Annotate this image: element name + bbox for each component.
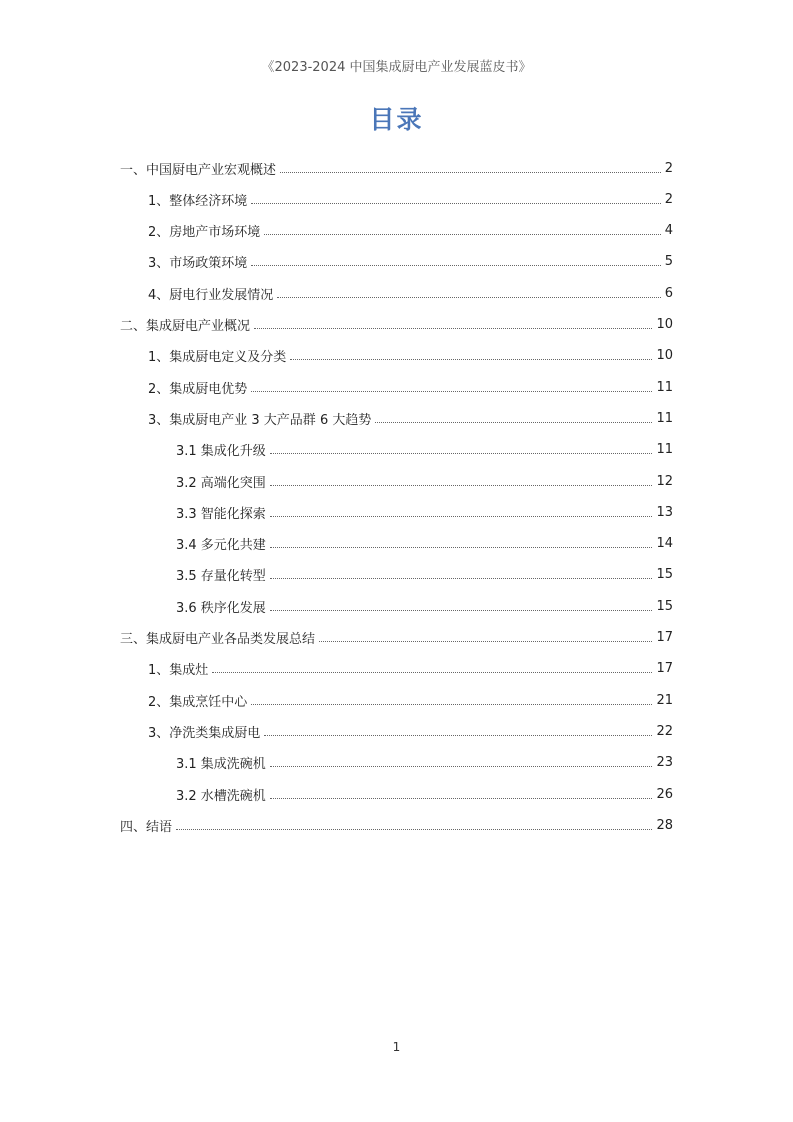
toc-entry-page: 14 <box>656 536 673 552</box>
toc-entry-label: 2、集成厨电优势 <box>148 381 248 397</box>
toc-entry-page: 5 <box>664 254 673 270</box>
toc-entry-page: 21 <box>656 692 673 708</box>
toc-entry[interactable] <box>148 406 673 430</box>
toc-leader-dots <box>251 203 660 204</box>
toc-leader-dots <box>270 766 653 767</box>
toc-entry-page: 4 <box>664 223 673 239</box>
toc-entry-label: 3.2 高端化突围 <box>176 475 266 491</box>
toc-entry-page: 11 <box>656 410 673 426</box>
toc-leader-dots <box>270 547 653 548</box>
toc-entry-page: 11 <box>656 379 673 395</box>
toc-entry[interactable] <box>120 813 673 837</box>
toc-entry-label: 3.2 水槽洗碗机 <box>176 788 266 804</box>
toc-leader-dots <box>251 265 660 266</box>
toc-entry[interactable] <box>148 187 673 211</box>
toc-entry-label: 3.6 秩序化发展 <box>176 600 266 616</box>
toc-entry-label: 三、集成厨电产业各品类发展总结 <box>120 632 316 647</box>
toc-leader-dots <box>254 328 652 329</box>
toc-leader-dots <box>264 735 652 736</box>
toc-entry-page: 2 <box>664 191 673 207</box>
toc-entry-label: 3.3 智能化探索 <box>176 506 266 522</box>
toc-entry-page: 15 <box>656 598 673 614</box>
toc-entry-label: 1、集成厨电定义及分类 <box>148 350 287 366</box>
toc-entry-page: 17 <box>656 630 673 645</box>
toc-leader-dots <box>280 172 661 173</box>
toc-entry-page: 26 <box>656 786 673 802</box>
toc-leader-dots <box>277 297 660 298</box>
toc-entry-label: 4、厨电行业发展情况 <box>148 287 274 303</box>
toc-entry-page: 11 <box>656 442 673 458</box>
toc-entry[interactable] <box>148 250 673 274</box>
toc-entry-page: 13 <box>656 504 673 520</box>
toc-leader-dots <box>251 391 652 392</box>
toc-entry[interactable] <box>148 375 673 399</box>
toc-entry[interactable] <box>176 751 673 775</box>
toc-leader-dots <box>375 422 652 423</box>
toc-entry[interactable] <box>148 657 673 681</box>
toc-entry-label: 3.5 存量化转型 <box>176 569 266 585</box>
toc-entry[interactable] <box>148 344 673 368</box>
page-number: 1 <box>392 1040 401 1054</box>
toc-leader-dots <box>270 485 653 486</box>
toc-entry[interactable] <box>120 626 673 650</box>
toc-entry[interactable] <box>148 719 673 743</box>
toc-leader-dots <box>270 610 653 611</box>
document-header: 《2023-2024 中国集成厨电产业发展蓝皮书》 <box>261 60 532 75</box>
toc-entry[interactable] <box>176 594 673 618</box>
toc-entry[interactable] <box>148 688 673 712</box>
toc-entry-page: 15 <box>656 567 673 583</box>
toc-entry[interactable] <box>120 313 673 337</box>
toc-leader-dots <box>270 516 653 517</box>
toc-entry-label: 3.4 多元化共建 <box>176 538 266 554</box>
toc-entry-label: 3.1 集成洗碗机 <box>176 757 266 773</box>
toc-entry-label: 四、结语 <box>120 819 173 835</box>
toc-leader-dots <box>270 578 653 579</box>
toc-entry[interactable] <box>176 563 673 587</box>
toc-entry[interactable] <box>148 281 673 305</box>
toc-entry[interactable] <box>176 532 673 556</box>
toc-entry[interactable] <box>120 156 673 180</box>
toc-entry[interactable] <box>176 438 673 462</box>
toc-entry-page: 6 <box>664 285 673 301</box>
toc-leader-dots <box>319 641 652 642</box>
toc-leader-dots <box>251 704 652 705</box>
toc-entry-page: 22 <box>656 723 673 739</box>
toc-entry-label: 3、净洗类集成厨电 <box>148 725 261 741</box>
toc-leader-dots <box>176 829 652 830</box>
toc-leader-dots <box>212 672 652 673</box>
toc-entry-label: 一、中国厨电产业宏观概述 <box>120 162 277 178</box>
toc-entry-label: 3、集成厨电产业 3 大产品群 6 大趋势 <box>148 412 372 428</box>
toc-entry-page: 23 <box>656 755 673 771</box>
toc-entry-page: 17 <box>656 661 673 677</box>
toc-entry-label: 二、集成厨电产业概况 <box>120 319 251 334</box>
toc-entry-label: 1、集成灶 <box>148 663 209 679</box>
toc-entry[interactable] <box>176 500 673 524</box>
toc-entry-label: 1、整体经济环境 <box>148 193 248 209</box>
toc-entry[interactable] <box>148 219 673 243</box>
toc-leader-dots <box>290 359 652 360</box>
toc-leader-dots <box>270 798 653 799</box>
toc-leader-dots <box>270 453 653 454</box>
toc-entry-label: 2、房地产市场环境 <box>148 225 261 241</box>
toc-entry-page: 10 <box>656 317 673 332</box>
toc-entry-page: 28 <box>656 817 673 833</box>
toc-entry-label: 3、市场政策环境 <box>148 256 248 272</box>
page-title: 目录 <box>369 105 424 134</box>
toc-leader-dots <box>264 234 660 235</box>
toc-entry-label: 3.1 集成化升级 <box>176 444 266 460</box>
toc-entry[interactable] <box>176 782 673 806</box>
toc-entry-label: 2、集成烹饪中心 <box>148 694 248 710</box>
toc-entry[interactable] <box>176 469 673 493</box>
toc-entry-page: 12 <box>656 473 673 489</box>
toc-entry-page: 10 <box>656 348 673 364</box>
toc-entry-page: 2 <box>664 160 673 176</box>
